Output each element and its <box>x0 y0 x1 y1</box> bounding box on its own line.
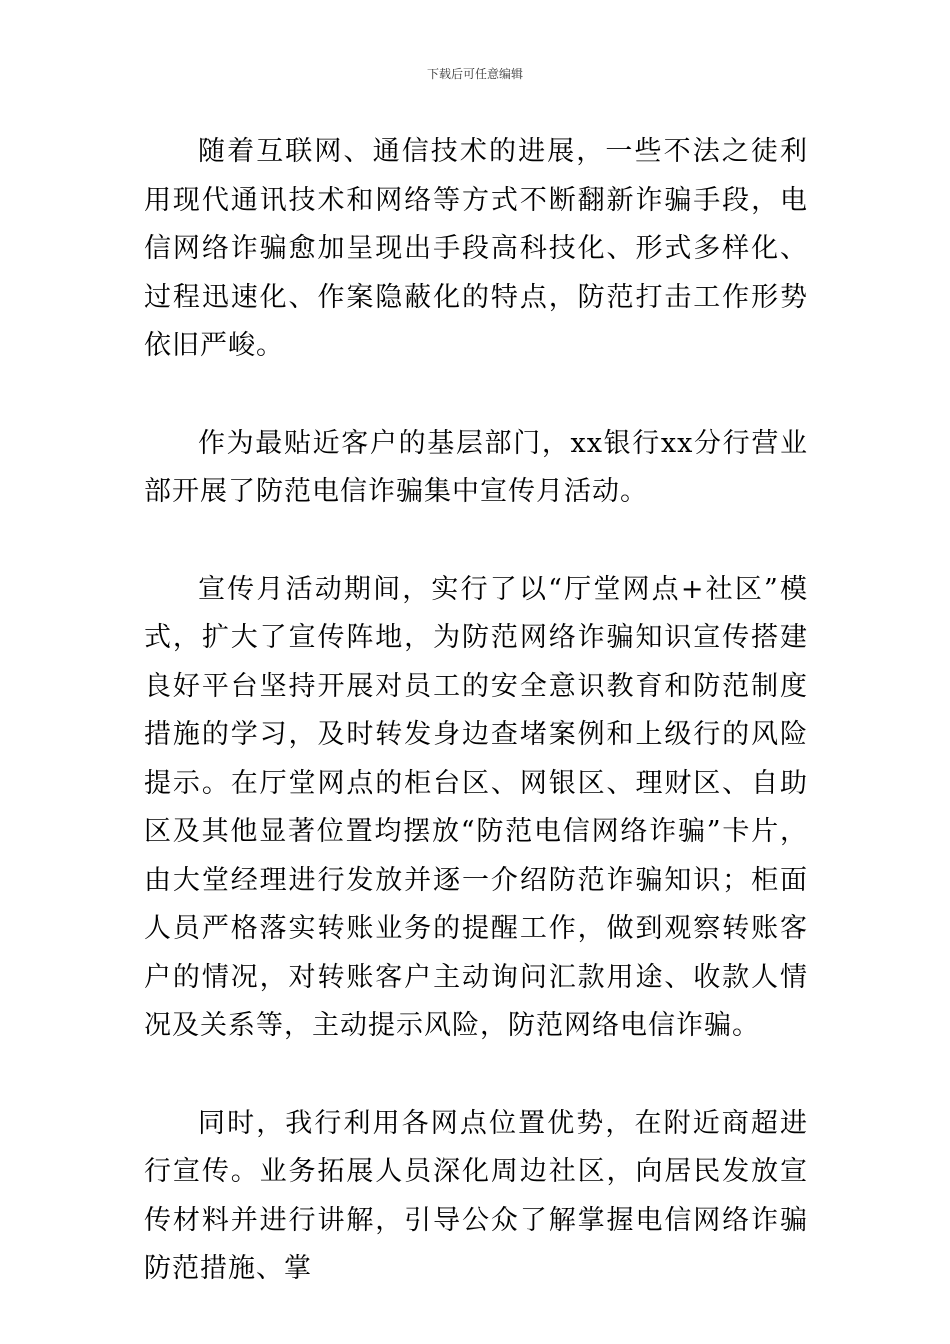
paragraph-2: 作为最贴近客户的基层部门，xx银行xx分行营业部开展了防范电信诈骗集中宣传月活动。 <box>144 427 808 507</box>
paragraph-3: 宣传月活动期间，实行了以“厅堂网点+社区”模式，扩大了宣传阵地，为防范网络诈骗知识宣传搭建良好平台坚持开展对员工的安全意识教育和防范制度措施的学习，及时转发身边查堵案例和上级行的风险提示。在厅堂网点的柜台区、网银区、理财区、自助区及其他显著位置均摆放“防范电信网络诈骗”卡片，由大堂经理进行发放并逐一介绍防范诈骗知识；柜面人员严格落实转账业务的提醒工作，做到观察转账客户的情况，对转账客户主动询问汇款用途、收款人情况及关系等，主动提示风险，防范网络电信诈骗。 <box>144 573 808 1041</box>
paragraph-4: 同时，我行利用各网点位置优势，在附近商超进行宣传。业务拓展人员深化周边社区，向居民发放宣传材料并进行讲解，引导公众了解掌握电信网络诈骗防范措施、掌 <box>144 1107 808 1284</box>
paragraph-1: 随着互联网、通信技术的进展，一些不法之徒利用现代通讯技术和网络等方式不断翻新诈骗手段，电信网络诈骗愈加呈现出手段高科技化、形式多样化、过程迅速化、作案隐蔽化的特点，防范打击工作形势依旧严峻。 <box>144 136 808 361</box>
document-body <box>144 128 808 1343</box>
header-note: 下载后可任意编辑 <box>426 67 523 81</box>
